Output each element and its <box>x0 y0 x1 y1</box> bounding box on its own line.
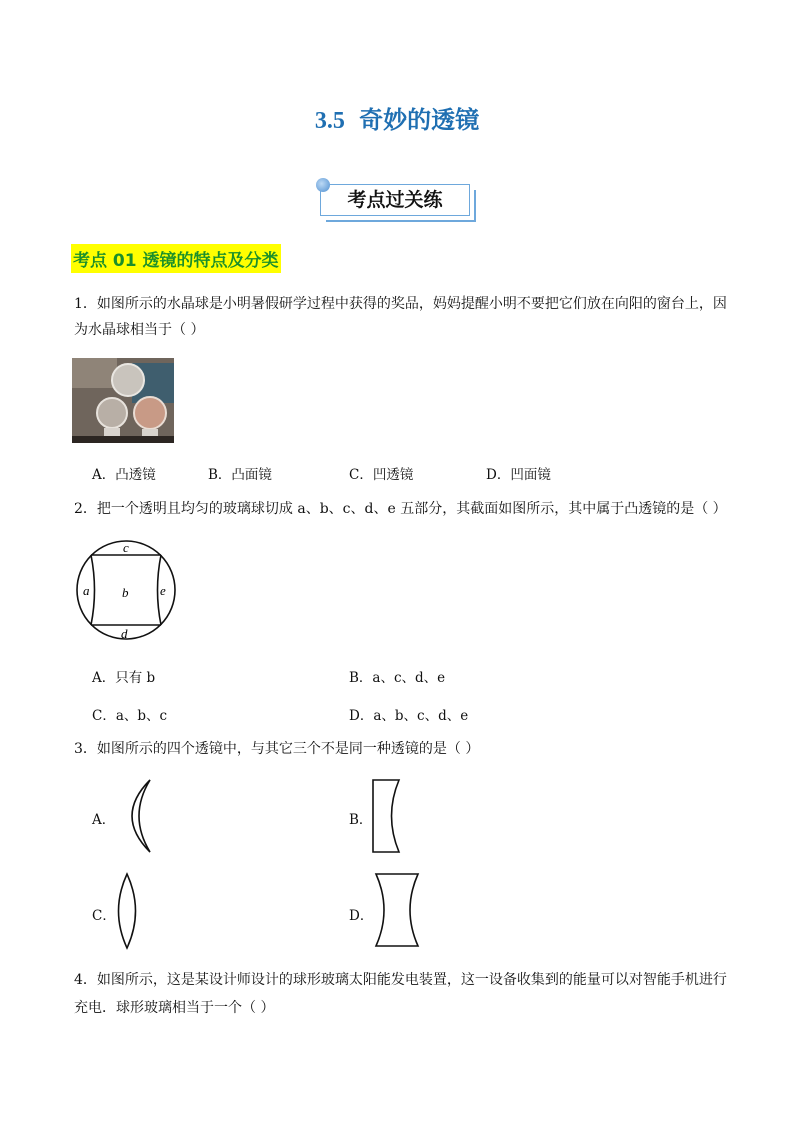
lens-a-meniscus <box>114 778 154 854</box>
label-e: e <box>160 583 166 598</box>
q1-option-c: C．凹透镜 <box>349 467 414 483</box>
q1-line2: 为水晶球相当于（ ） <box>74 322 205 338</box>
q1-line1: 1．如图所示的水晶球是小明暑假研学过程中获得的奖品，妈妈提醒小明不要把它们放在向阳的窗台上，因 <box>74 296 727 312</box>
section-heading: 考点 01 透镜的特点及分类 <box>71 244 281 273</box>
title-text: 奇妙的透镜 <box>359 106 480 134</box>
lens-c-biconvex <box>114 872 140 950</box>
q4-line2: 充电．球形玻璃相当于一个（ ） <box>74 1000 275 1016</box>
q2-text: 2．把一个透明且均匀的玻璃球切成 a、b、c、d、e 五部分，其截面如图所示，其中属于凸透镜的是（ ） <box>74 501 727 517</box>
cut-left <box>91 555 95 625</box>
crystal-ball-illustration <box>72 358 174 443</box>
q2-option-b: B．a、c、d、e <box>349 670 446 686</box>
lens-b-plano-concave <box>370 778 404 854</box>
title-number: 3.5 <box>314 108 345 134</box>
q1-option-a: A．凸透镜 <box>92 467 156 483</box>
q3-option-a: A． <box>92 812 116 828</box>
q3-option-d: D． <box>349 908 374 924</box>
q2-option-a: A．只有 b <box>92 670 156 686</box>
section-badge <box>316 178 476 220</box>
label-c: c <box>123 540 129 555</box>
page-title <box>0 100 794 135</box>
q2-option-d: D．a、b、c、d、e <box>349 708 469 724</box>
q1-option-b: B．凸面镜 <box>208 467 272 483</box>
label-a: a <box>83 583 90 598</box>
label-b: b <box>122 585 129 600</box>
glass-ball-section-diagram <box>74 538 178 642</box>
lens-d-biconcave <box>372 872 422 948</box>
q3-text: 3．如图所示的四个透镜中，与其它三个不是同一种透镜的是（ ） <box>74 741 480 757</box>
q3-option-b: B． <box>349 812 373 828</box>
q2-option-c: C．a、b、c <box>92 708 168 724</box>
crystal-ball-photo <box>72 358 174 443</box>
q3-option-c: C． <box>92 908 116 924</box>
label-d: d <box>121 626 128 641</box>
q1-option-d: D．凹面镜 <box>486 467 551 483</box>
badge-dot-icon <box>316 178 330 192</box>
q4-line1: 4．如图所示，这是某设计师设计的球形玻璃太阳能发电装置，这一设备收集到的能量可以对智能手机进行 <box>74 972 727 988</box>
badge-text: 考点过关练 <box>347 189 443 211</box>
